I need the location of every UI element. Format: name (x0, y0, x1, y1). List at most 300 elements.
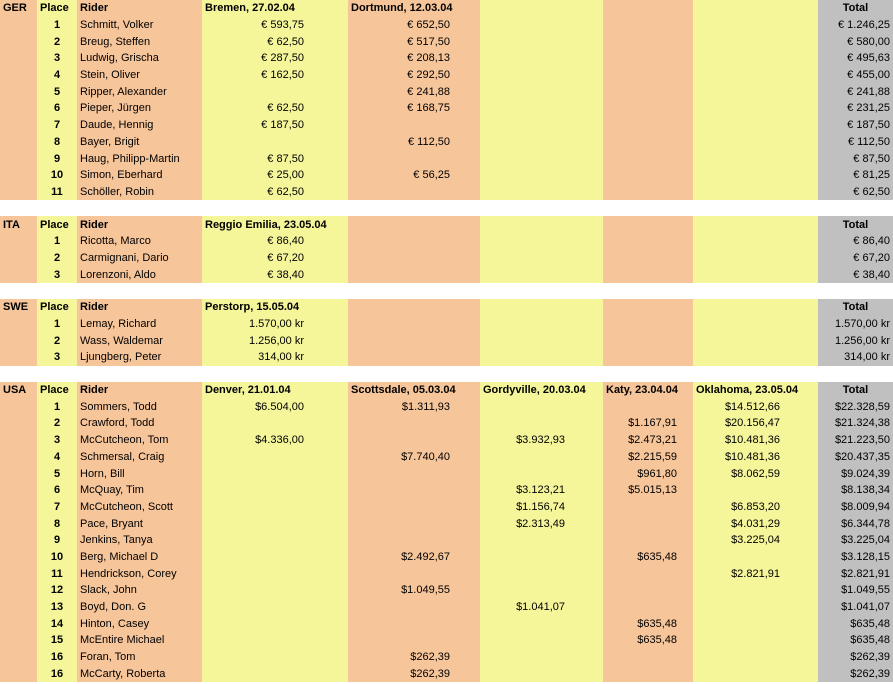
event-earnings-cell: € 593,75 (202, 17, 348, 34)
event-earnings-cell (603, 233, 693, 250)
rider-name-cell: Schmersal, Craig (77, 449, 202, 466)
event-earnings-cell (693, 83, 818, 100)
event-earnings-cell: $262,39 (348, 649, 480, 666)
event-earnings-cell: $1.311,93 (348, 398, 480, 415)
total-cell: $20.437,35 (818, 449, 893, 466)
event-earnings-cell: € 38,40 (202, 266, 348, 283)
country-blank-cell (0, 17, 37, 34)
country-blank-cell (0, 565, 37, 582)
event-earnings-cell (693, 184, 818, 201)
total-cell: $262,39 (818, 665, 893, 682)
place-cell: 11 (37, 565, 77, 582)
place-cell: 2 (37, 33, 77, 50)
table-row (0, 184, 893, 201)
event-earnings-cell (693, 100, 818, 117)
event-earnings-cell: $2.313,49 (480, 515, 603, 532)
spacer-cell (818, 366, 893, 382)
total-cell: 314,00 kr (818, 349, 893, 366)
event-earnings-cell: € 67,20 (202, 250, 348, 267)
event-earnings-cell (480, 150, 603, 167)
place-cell: 7 (37, 117, 77, 134)
section-header-row (0, 382, 893, 399)
event-earnings-cell (348, 316, 480, 333)
event-earnings-cell: $3.225,04 (693, 532, 818, 549)
spacer-cell (818, 283, 893, 299)
table-row (0, 33, 893, 50)
spacer-cell (0, 283, 37, 299)
place-cell: 9 (37, 532, 77, 549)
table-row (0, 432, 893, 449)
spacer-cell (37, 200, 77, 216)
table-row (0, 167, 893, 184)
country-blank-cell (0, 415, 37, 432)
event-header: Scottsdale, 05.03.04 (348, 382, 480, 399)
total-cell: € 38,40 (818, 266, 893, 283)
spacer-cell (603, 200, 693, 216)
spacer-cell (480, 283, 603, 299)
country-blank-cell (0, 482, 37, 499)
event-earnings-cell: $262,39 (348, 665, 480, 682)
country-code: GER (0, 0, 37, 17)
country-blank-cell (0, 266, 37, 283)
event-earnings-cell: € 292,50 (348, 67, 480, 84)
event-earnings-cell (603, 599, 693, 616)
total-cell: € 580,00 (818, 33, 893, 50)
event-earnings-cell: € 86,40 (202, 233, 348, 250)
event-earnings-cell (603, 150, 693, 167)
section-header-row (0, 0, 893, 17)
event-earnings-cell (348, 499, 480, 516)
event-earnings-cell (348, 184, 480, 201)
event-earnings-cell (603, 499, 693, 516)
table-row (0, 332, 893, 349)
country-blank-cell (0, 134, 37, 151)
event-earnings-cell: € 56,25 (348, 167, 480, 184)
event-earnings-cell: $5.015,13 (603, 482, 693, 499)
event-earnings-cell: € 208,13 (348, 50, 480, 67)
spacer-cell (202, 283, 348, 299)
section-header-row (0, 299, 893, 316)
event-earnings-cell (480, 100, 603, 117)
event-earnings-cell (603, 515, 693, 532)
place-cell: 16 (37, 665, 77, 682)
place-cell: 8 (37, 134, 77, 151)
country-blank-cell (0, 515, 37, 532)
place-cell: 14 (37, 615, 77, 632)
event-earnings-cell (693, 150, 818, 167)
total-cell: $635,48 (818, 632, 893, 649)
rider-header: Rider (77, 216, 202, 233)
event-earnings-cell (603, 665, 693, 682)
place-header: Place (37, 216, 77, 233)
event-earnings-cell (348, 266, 480, 283)
country-blank-cell (0, 532, 37, 549)
rider-name-cell: McCutcheon, Scott (77, 499, 202, 516)
event-earnings-cell (693, 665, 818, 682)
rider-name-cell: Ludwig, Grischa (77, 50, 202, 67)
event-earnings-cell (348, 349, 480, 366)
rider-name-cell: Wass, Waldemar (77, 332, 202, 349)
event-earnings-cell (693, 167, 818, 184)
event-earnings-cell (480, 649, 603, 666)
event-earnings-cell: $14.512,66 (693, 398, 818, 415)
rider-name-cell: Simon, Eberhard (77, 167, 202, 184)
spacer-cell (77, 200, 202, 216)
place-cell: 8 (37, 515, 77, 532)
event-earnings-cell (603, 167, 693, 184)
event-earnings-cell: $20.156,47 (693, 415, 818, 432)
event-earnings-cell (480, 117, 603, 134)
country-blank-cell (0, 582, 37, 599)
event-earnings-cell (348, 532, 480, 549)
event-earnings-cell (603, 398, 693, 415)
event-earnings-cell (693, 632, 818, 649)
event-earnings-cell (348, 250, 480, 267)
event-header (348, 216, 480, 233)
place-cell: 3 (37, 266, 77, 283)
total-cell: $1.049,55 (818, 582, 893, 599)
total-cell: $9.024,39 (818, 465, 893, 482)
total-cell: € 86,40 (818, 233, 893, 250)
event-earnings-cell: $2.492,67 (348, 549, 480, 566)
place-cell: 3 (37, 50, 77, 67)
event-earnings-cell: $2.215,59 (603, 449, 693, 466)
spacer-cell (202, 200, 348, 216)
event-earnings-cell (348, 117, 480, 134)
table-row (0, 83, 893, 100)
event-earnings-cell: € 652,50 (348, 17, 480, 34)
table-row (0, 100, 893, 117)
spacer-cell (77, 366, 202, 382)
event-earnings-cell (693, 615, 818, 632)
event-earnings-cell (693, 316, 818, 333)
country-blank-cell (0, 615, 37, 632)
spacer-cell (693, 366, 818, 382)
event-earnings-cell (480, 632, 603, 649)
total-cell: $262,39 (818, 649, 893, 666)
country-blank-cell (0, 167, 37, 184)
event-earnings-cell: $635,48 (603, 632, 693, 649)
event-earnings-cell (480, 549, 603, 566)
spacer-cell (348, 366, 480, 382)
total-cell: $3.128,15 (818, 549, 893, 566)
table-row (0, 50, 893, 67)
event-earnings-cell (480, 67, 603, 84)
section-spacer (0, 366, 893, 382)
event-earnings-cell: $4.031,29 (693, 515, 818, 532)
event-earnings-cell (603, 316, 693, 333)
total-header: Total (818, 382, 893, 399)
table-row (0, 17, 893, 34)
event-earnings-cell (693, 649, 818, 666)
event-earnings-cell: $1.156,74 (480, 499, 603, 516)
rider-name-cell: Haug, Philipp-Martin (77, 150, 202, 167)
table-row (0, 250, 893, 267)
total-cell: € 87,50 (818, 150, 893, 167)
event-earnings-cell (693, 332, 818, 349)
event-earnings-cell: $7.740,40 (348, 449, 480, 466)
event-earnings-cell (693, 549, 818, 566)
country-blank-cell (0, 250, 37, 267)
event-earnings-cell (348, 332, 480, 349)
table-row (0, 599, 893, 616)
place-cell: 3 (37, 432, 77, 449)
place-header: Place (37, 299, 77, 316)
event-header: Perstorp, 15.05.04 (202, 299, 348, 316)
rider-name-cell: Daude, Hennig (77, 117, 202, 134)
event-header: Reggio Emilia, 23.05.04 (202, 216, 348, 233)
event-earnings-cell: € 287,50 (202, 50, 348, 67)
event-earnings-cell: $6.853,20 (693, 499, 818, 516)
total-cell: € 62,50 (818, 184, 893, 201)
table-row (0, 150, 893, 167)
rider-name-cell: Stein, Oliver (77, 67, 202, 84)
event-earnings-cell (480, 50, 603, 67)
country-blank-cell (0, 649, 37, 666)
spacer-cell (693, 283, 818, 299)
country-blank-cell (0, 499, 37, 516)
event-earnings-cell (202, 665, 348, 682)
country-blank-cell (0, 50, 37, 67)
event-header: Bremen, 27.02.04 (202, 0, 348, 17)
country-blank-cell (0, 150, 37, 167)
rider-name-cell: Bayer, Brigit (77, 134, 202, 151)
event-earnings-cell (480, 184, 603, 201)
spacer-cell (348, 283, 480, 299)
total-cell: € 112,50 (818, 134, 893, 151)
event-earnings-cell: € 62,50 (202, 33, 348, 50)
event-earnings-cell: $10.481,36 (693, 432, 818, 449)
event-earnings-cell: $961,80 (603, 465, 693, 482)
event-earnings-cell (480, 266, 603, 283)
event-earnings-cell (348, 465, 480, 482)
total-header: Total (818, 0, 893, 17)
total-cell: $2.821,91 (818, 565, 893, 582)
total-cell: 1.570,00 kr (818, 316, 893, 333)
place-cell: 9 (37, 150, 77, 167)
rider-name-cell: Schöller, Robin (77, 184, 202, 201)
event-earnings-cell (202, 134, 348, 151)
rider-name-cell: McEntire Michael (77, 632, 202, 649)
event-earnings-cell (603, 250, 693, 267)
event-header (603, 0, 693, 17)
place-cell: 2 (37, 332, 77, 349)
event-earnings-cell (480, 415, 603, 432)
table-row (0, 499, 893, 516)
event-earnings-cell: € 87,50 (202, 150, 348, 167)
total-cell: € 231,25 (818, 100, 893, 117)
event-earnings-cell (693, 134, 818, 151)
rider-name-cell: McCarty, Roberta (77, 665, 202, 682)
spacer-cell (603, 366, 693, 382)
table-row (0, 233, 893, 250)
event-earnings-cell (603, 50, 693, 67)
country-blank-cell (0, 398, 37, 415)
event-earnings-cell: $635,48 (603, 615, 693, 632)
event-earnings-cell (603, 582, 693, 599)
total-cell: € 241,88 (818, 83, 893, 100)
place-cell: 5 (37, 465, 77, 482)
event-earnings-cell (693, 233, 818, 250)
event-earnings-cell (202, 515, 348, 532)
event-earnings-cell: € 241,88 (348, 83, 480, 100)
rider-name-cell: Boyd, Don. G (77, 599, 202, 616)
place-cell: 12 (37, 582, 77, 599)
rider-name-cell: Schmitt, Volker (77, 17, 202, 34)
event-header: Dortmund, 12.03.04 (348, 0, 480, 17)
event-earnings-cell (348, 632, 480, 649)
event-earnings-cell (202, 632, 348, 649)
event-header (480, 216, 603, 233)
event-earnings-cell (693, 17, 818, 34)
event-earnings-cell: $635,48 (603, 549, 693, 566)
event-earnings-cell (603, 532, 693, 549)
rider-name-cell: Sommers, Todd (77, 398, 202, 415)
event-earnings-cell (202, 532, 348, 549)
table-row (0, 316, 893, 333)
table-row (0, 565, 893, 582)
place-header: Place (37, 0, 77, 17)
spacer-cell (818, 200, 893, 216)
event-earnings-cell (603, 100, 693, 117)
place-header: Place (37, 382, 77, 399)
rider-name-cell: Foran, Tom (77, 649, 202, 666)
event-earnings-cell (693, 582, 818, 599)
event-earnings-cell (480, 33, 603, 50)
event-earnings-cell (603, 266, 693, 283)
total-cell: $21.324,38 (818, 415, 893, 432)
table-row (0, 582, 893, 599)
event-earnings-cell (202, 465, 348, 482)
event-earnings-cell: € 112,50 (348, 134, 480, 151)
country-blank-cell (0, 449, 37, 466)
event-earnings-cell: 1.570,00 kr (202, 316, 348, 333)
event-earnings-cell (202, 565, 348, 582)
country-blank-cell (0, 33, 37, 50)
event-earnings-cell (603, 83, 693, 100)
event-earnings-cell (348, 432, 480, 449)
event-earnings-cell (480, 615, 603, 632)
place-cell: 1 (37, 233, 77, 250)
total-cell: € 187,50 (818, 117, 893, 134)
event-earnings-cell (202, 582, 348, 599)
event-earnings-cell (480, 349, 603, 366)
rider-header: Rider (77, 299, 202, 316)
total-cell: € 1.246,25 (818, 17, 893, 34)
event-earnings-cell (693, 67, 818, 84)
country-blank-cell (0, 316, 37, 333)
event-earnings-cell (348, 415, 480, 432)
table-row (0, 67, 893, 84)
event-earnings-cell (348, 565, 480, 582)
rider-name-cell: McCutcheon, Tom (77, 432, 202, 449)
event-earnings-cell (480, 449, 603, 466)
event-earnings-cell (480, 582, 603, 599)
event-earnings-cell: € 517,50 (348, 33, 480, 50)
table-row (0, 398, 893, 415)
event-earnings-cell (693, 266, 818, 283)
country-code: ITA (0, 216, 37, 233)
event-earnings-cell (480, 134, 603, 151)
event-earnings-cell: $1.041,07 (480, 599, 603, 616)
total-header: Total (818, 299, 893, 316)
table-row (0, 465, 893, 482)
country-code: SWE (0, 299, 37, 316)
event-header (603, 299, 693, 316)
event-earnings-cell (693, 50, 818, 67)
event-header (348, 299, 480, 316)
event-earnings-cell (480, 465, 603, 482)
table-row (0, 117, 893, 134)
event-earnings-cell (348, 515, 480, 532)
event-earnings-cell: $1.167,91 (603, 415, 693, 432)
event-earnings-cell (603, 134, 693, 151)
total-cell: € 495,63 (818, 50, 893, 67)
rider-header: Rider (77, 0, 202, 17)
place-cell: 6 (37, 482, 77, 499)
event-earnings-cell: $3.123,21 (480, 482, 603, 499)
country-code: USA (0, 382, 37, 399)
spacer-cell (348, 200, 480, 216)
table-row (0, 665, 893, 682)
event-earnings-cell (693, 599, 818, 616)
total-cell: $8.138,34 (818, 482, 893, 499)
event-header: Denver, 21.01.04 (202, 382, 348, 399)
event-earnings-cell (348, 615, 480, 632)
total-cell: € 67,20 (818, 250, 893, 267)
event-earnings-cell: $8.062,59 (693, 465, 818, 482)
event-earnings-cell: € 62,50 (202, 184, 348, 201)
rider-name-cell: Horn, Bill (77, 465, 202, 482)
event-earnings-cell (603, 184, 693, 201)
rider-name-cell: Lorenzoni, Aldo (77, 266, 202, 283)
place-cell: 1 (37, 17, 77, 34)
rider-name-cell: McQuay, Tim (77, 482, 202, 499)
rider-name-cell: Hendrickson, Corey (77, 565, 202, 582)
event-earnings-cell (603, 565, 693, 582)
event-earnings-cell: $3.932,93 (480, 432, 603, 449)
total-cell: $635,48 (818, 615, 893, 632)
event-earnings-cell (603, 17, 693, 34)
total-header: Total (818, 216, 893, 233)
event-earnings-cell (202, 549, 348, 566)
place-cell: 4 (37, 67, 77, 84)
country-blank-cell (0, 83, 37, 100)
event-header (693, 0, 818, 17)
event-earnings-cell (202, 599, 348, 616)
event-earnings-cell (202, 83, 348, 100)
event-header: Oklahoma, 23.05.04 (693, 382, 818, 399)
country-blank-cell (0, 100, 37, 117)
rider-name-cell: Pace, Bryant (77, 515, 202, 532)
spacer-cell (0, 200, 37, 216)
event-earnings-cell (480, 316, 603, 333)
country-blank-cell (0, 632, 37, 649)
event-earnings-cell (603, 332, 693, 349)
event-earnings-cell (202, 499, 348, 516)
event-earnings-cell (603, 117, 693, 134)
table-row (0, 449, 893, 466)
spacer-cell (37, 366, 77, 382)
place-cell: 10 (37, 167, 77, 184)
place-cell: 5 (37, 83, 77, 100)
event-earnings-cell (480, 398, 603, 415)
spacer-cell (693, 200, 818, 216)
spacer-cell (480, 200, 603, 216)
total-cell: $8.009,94 (818, 499, 893, 516)
event-earnings-cell: € 162,50 (202, 67, 348, 84)
spacer-cell (0, 366, 37, 382)
